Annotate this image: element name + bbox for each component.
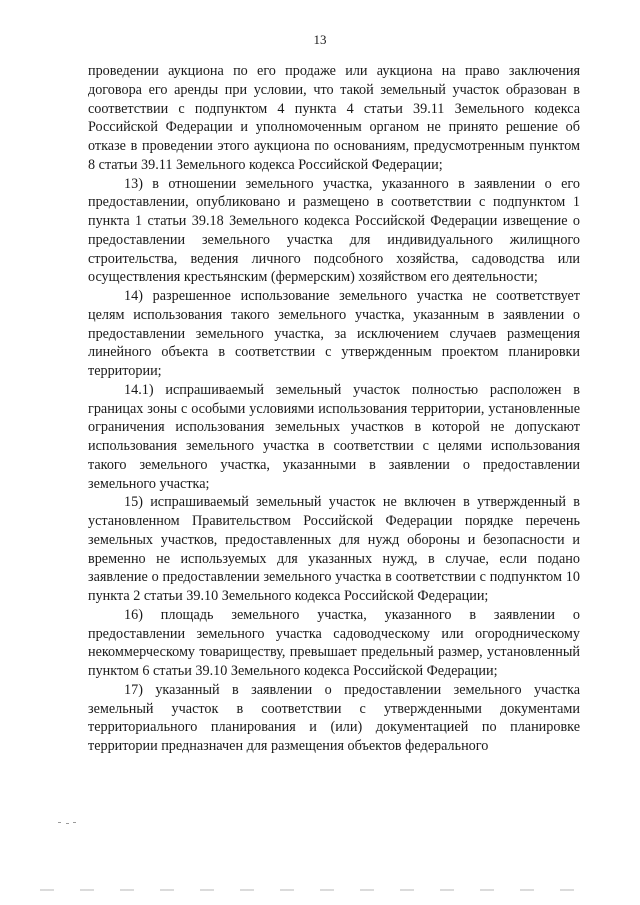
paragraph-continuation: проведении аукциона по его продаже или аукциона на право заключения договора его аренды при условии, что такой земельный участок образован в соответствии с подпунктом 4 пункта 4 статьи 39.11 Земельного кодекса Российской Федерации и уполномоченным органом не принято решение об отказе в проведении этого аукциона по основаниям, предусмотренным пунктом 8 статьи 39.11 Земельного кодекса Российской Федерации; xyxy=(88,63,580,173)
scan-bottom-edge xyxy=(40,889,600,891)
paragraph-item-14: 14) разрешенное использование земельного участка не соответствует целям использования такого земельного участка, указанным в заявлении о предоставлении земельного участка, за исключением случаев размещения линейного объекта в соответствии с утвержденным проектом планировки территории; xyxy=(88,288,580,379)
scan-artifact xyxy=(58,822,61,823)
scan-artifact xyxy=(73,822,76,823)
document-body xyxy=(88,62,580,756)
paragraph-item-17: 17) указанный в заявлении о предоставлении земельного участка земельный участок в соответствии с утвержденными документами территориального планирования и (или) документацией по планировке территории предназначен для размещения объектов федерального xyxy=(88,681,580,754)
scan-artifact xyxy=(66,823,69,824)
page-number: 13 xyxy=(313,32,327,47)
paragraph-item-15: 15) испрашиваемый земельный участок не включен в утвержденный в установленном Правительством Российской Федерации порядке перечень земельных участков, предоставленных для нужд обороны и безопасности и временно не используемых для указанных нужд, в случае, если подано заявление о предоставлении земельного участка в соответствии с подпунктом 10 пункта 2 статьи 39.10 Земельного кодекса Российской Федерации; xyxy=(88,494,580,604)
paragraph-item-16: 16) площадь земельного участка, указанного в заявлении о предоставлении земельного участка садоводческому или огородническому некоммерческому товариществу, превышает предельный размер, установленный пунктом 6 статьи 39.10 Земельного кодекса Российской Федерации; xyxy=(88,606,580,679)
paragraph-item-13: 13) в отношении земельного участка, указанного в заявлении о его предоставлении, опубликовано и размещено в соответствии с подпунктом 1 пункта 1 статьи 39.18 Земельного кодекса Российской Федерации извещение о предоставлении земельного участка для индивидуального жилищного строительства, ведения личного подсобного хозяйства, садоводства или осуществления крестьянским (фермерским) хозяйством его деятельности; xyxy=(88,175,580,286)
paragraph-item-14-1: 14.1) испрашиваемый земельный участок полностью расположен в границах зоны с особыми условиями использования территории, установленные ограничения использования земельных участков в которой не допускают использования земельного участка в соответствии с целями использования такого земельного участка, указанными в заявлении о предоставлении земельного участка; xyxy=(88,381,580,492)
